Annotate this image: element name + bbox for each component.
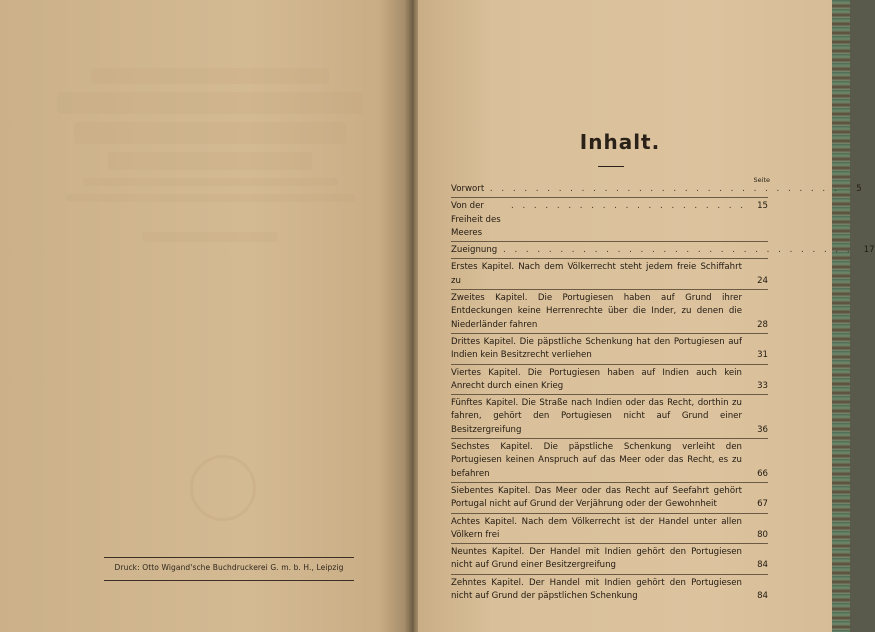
toc-entry: [451, 261, 768, 290]
title-rule: [598, 166, 624, 167]
page-column-label: Seite: [753, 176, 770, 184]
toc-entry-page: 5: [856, 184, 862, 194]
leader-dots: . . . . . . . . . . . . . . . . . . . . . . . . . . . . . . .: [497, 245, 853, 256]
toc-entry: [451, 200, 768, 242]
leader-dots: . . . . . . . . . . . . . . . . . . . . . . . . . . . . . . .: [484, 184, 840, 194]
toc-entry-page: 28: [757, 319, 768, 330]
toc-entry-text: Von der Freiheit des Meeres: [451, 201, 501, 238]
toc-entry-page: 24: [757, 275, 768, 286]
toc-entry: [451, 183, 862, 198]
page-title: Inhalt.: [579, 130, 661, 154]
toc-entry-page: 33: [757, 380, 768, 391]
printer-imprint: Druck: Otto Wigand'sche Buchdruckerei G. m. b. H., Leipzig: [114, 563, 344, 572]
toc-entry: [451, 441, 768, 483]
toc-entry-text: Siebentes Kapitel. Das Meer oder das Recht auf Seefahrt gehört Portugal nicht auf Grund der Verjährung oder der Gewohnheit: [451, 485, 742, 510]
show-through-emblem: [190, 455, 256, 521]
toc-entry-text: Viertes Kapitel. Die Portugiesen haben auf Indien auch kein Anrecht durch einen Krieg: [451, 367, 742, 391]
toc-entry-text: Neuntes Kapitel. Der Handel mit Indien gehört den Portugiesen nicht auf Grund einer Besitzergreifung: [451, 547, 742, 571]
toc-entry-text: Erstes Kapitel. Nach dem Völkerrecht steht jedem freie Schiffahrt zu: [451, 262, 742, 286]
toc-entry: [451, 244, 875, 259]
toc-entry-text: Zweites Kapitel. Die Portugiesen haben auf Grund ihrer Entdeckungen keine Herrenrechte über die Inder, zu denen die Niederländer fahren: [451, 293, 742, 330]
printer-rule-top: [104, 557, 354, 558]
toc-entry-page: 80: [757, 529, 768, 540]
show-through-text: [40, 60, 380, 250]
toc-entry-page: 15: [757, 201, 768, 212]
toc-entry-text: Sechstes Kapitel. Die päpstliche Schenkung verleiht den Portugiesen keinen Anspruch auf das Meer oder das Recht, es zu befahren: [451, 442, 742, 479]
toc-entry-text: Vorwort: [451, 184, 485, 194]
printer-rule-bottom: [104, 580, 354, 581]
toc-entry-page: 66: [757, 468, 768, 479]
book-cover-edge: [832, 0, 850, 632]
toc-entry: [451, 367, 768, 396]
toc-entry-text: Fünftes Kapitel. Die Straße nach Indien oder das Recht, dorthin zu fahren, gehört den Portugiesen nicht auf Grund einer Besitzergreifung: [451, 398, 742, 435]
toc-entry-text: Zueignung: [451, 245, 498, 256]
toc-entry: [451, 485, 768, 514]
toc-entry: [451, 516, 768, 545]
toc-entry-page: 36: [757, 424, 768, 435]
toc-entry-text: Zehntes Kapitel. Der Handel mit Indien gehört den Portugiesen nicht auf Grund der päpstlichen Schenkung: [451, 577, 742, 602]
toc-entry: [451, 336, 768, 365]
toc-entry-text: Drittes Kapitel. Die päpstliche Schenkung hat den Portugiesen auf Indien kein Besitzrecht verliehen: [451, 336, 742, 361]
toc-entry-page: 17: [863, 245, 875, 256]
toc-entry-page: 31: [757, 350, 768, 361]
toc-entry-page: 84: [757, 560, 768, 571]
toc-entry-text: Achtes Kapitel. Nach dem Völkerrecht ist der Handel unter allen Völkern frei: [451, 516, 742, 540]
toc-entry: [451, 292, 768, 334]
toc-entry-page: 67: [757, 499, 768, 510]
toc-entry: [451, 577, 768, 605]
leader-dots: . . . . . . . . . . . . . . . . . . . . .: [505, 201, 746, 212]
table-of-contents: [451, 183, 875, 606]
left-page: [0, 0, 412, 632]
toc-entry: [451, 397, 768, 439]
toc-entry-page: 84: [757, 591, 768, 602]
toc-entry: [451, 546, 768, 575]
